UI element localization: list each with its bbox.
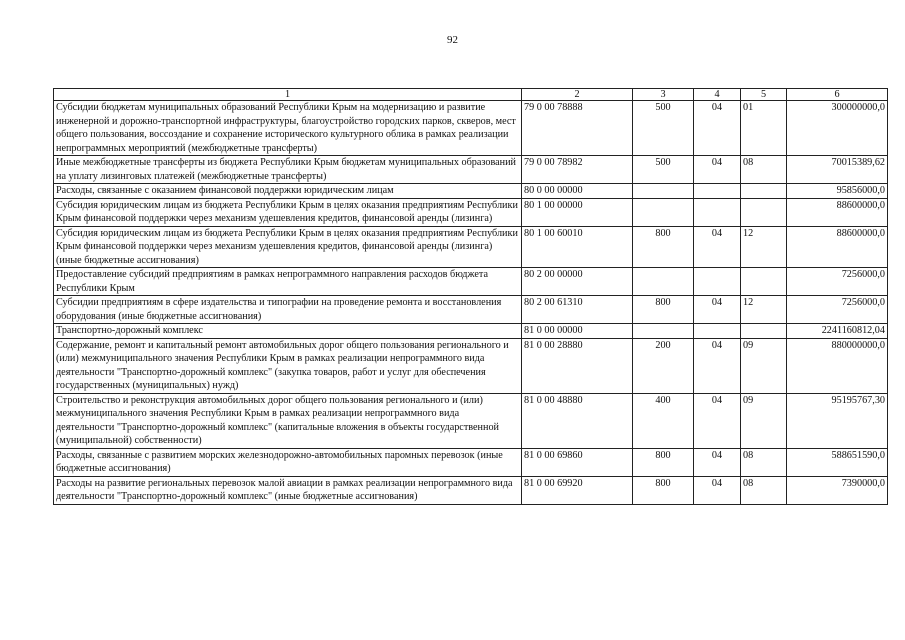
page-number: 92 [447,34,458,46]
table-header-row [54,89,888,101]
row-code-cell: 81 0 00 48880 [522,393,633,448]
row-code-cell: 81 0 00 69860 [522,448,633,476]
row-col3-cell [633,184,694,199]
row-col4-cell: 04 [694,226,741,268]
row-code-cell: 79 0 00 78888 [522,101,633,156]
row-col3-cell [633,268,694,296]
column-header: 6 [787,89,888,101]
row-col5-cell: 09 [741,338,787,393]
row-name-cell: Расходы, связанные с развитием морских железнодорожно-автомобильных паромных перевозок (иные бюджетные ассигнования) [54,448,522,476]
row-name-cell: Расходы, связанные с оказанием финансовой поддержки юридическим лицам [54,184,522,199]
row-amount-cell: 88600000,0 [787,226,888,268]
column-header: 4 [694,89,741,101]
row-name-cell: Строительство и реконструкция автомобильных дорог общего пользования регионального и (или) межмуниципального значения Республики Крым в рамках реализации непрограммного вида деятельности "Транспортно-дорожный комплекс" (капитальные вложения в объекты государственной (муниципальной) собственности) [54,393,522,448]
row-name-cell: Транспортно-дорожный комплекс [54,324,522,339]
row-col3-cell: 800 [633,448,694,476]
row-col4-cell: 04 [694,101,741,156]
row-code-cell: 81 0 00 69920 [522,476,633,504]
row-col4-cell: 04 [694,448,741,476]
column-header: 2 [522,89,633,101]
table-row [54,296,888,324]
row-amount-cell: 7390000,0 [787,476,888,504]
table-row [54,393,888,448]
row-col5-cell: 08 [741,476,787,504]
table-row [54,156,888,184]
row-col5-cell: 01 [741,101,787,156]
row-col3-cell [633,198,694,226]
row-col3-cell: 200 [633,338,694,393]
table-row [54,101,888,156]
table-row [54,324,888,339]
table-row [54,268,888,296]
row-col5-cell [741,268,787,296]
table-row [54,476,888,504]
column-header: 1 [54,89,522,101]
row-col5-cell: 12 [741,226,787,268]
row-name-cell: Расходы на развитие региональных перевозок малой авиации в рамках реализации непрограммного вида деятельности "Транспортно-дорожный комплекс" (иные бюджетные ассигнования) [54,476,522,504]
row-code-cell: 80 0 00 00000 [522,184,633,199]
column-header: 3 [633,89,694,101]
row-col5-cell [741,184,787,199]
row-col4-cell: 04 [694,156,741,184]
row-col3-cell: 800 [633,226,694,268]
table-row [54,184,888,199]
row-code-cell: 80 1 00 60010 [522,226,633,268]
row-code-cell: 81 0 00 00000 [522,324,633,339]
row-amount-cell: 880000000,0 [787,338,888,393]
row-col3-cell: 400 [633,393,694,448]
row-col4-cell: 04 [694,338,741,393]
row-amount-cell: 95856000,0 [787,184,888,199]
row-col4-cell [694,268,741,296]
row-col5-cell: 08 [741,156,787,184]
row-name-cell: Субсидия юридическим лицам из бюджета Республики Крым в целях оказания предприятиям Республики Крым финансовой поддержки через механизм удешевления кредитов, финансовой аренды (лизинга) [54,198,522,226]
row-name-cell: Субсидии предприятиям в сфере издательства и типографии на проведение ремонта и восстановления оборудования (иные бюджетные ассигнования) [54,296,522,324]
row-code-cell: 79 0 00 78982 [522,156,633,184]
row-col4-cell [694,324,741,339]
row-col5-cell [741,198,787,226]
row-name-cell: Субсидии бюджетам муниципальных образований Республики Крым на модернизацию и развитие инженерной и дорожно-транспортной инфраструктуры, благоустройство городских парков, скверов, мест общего пользования, воссоздание и сохранение исторического культурного облика в рамках реализации непрограммных мероприятий (межбюджетные трансферты) [54,101,522,156]
row-code-cell: 80 1 00 00000 [522,198,633,226]
row-amount-cell: 88600000,0 [787,198,888,226]
row-amount-cell: 95195767,30 [787,393,888,448]
row-col5-cell: 08 [741,448,787,476]
row-col3-cell: 800 [633,296,694,324]
row-code-cell: 80 2 00 61310 [522,296,633,324]
row-col5-cell: 12 [741,296,787,324]
row-amount-cell: 7256000,0 [787,268,888,296]
table-row [54,198,888,226]
row-col4-cell: 04 [694,476,741,504]
row-col4-cell: 04 [694,296,741,324]
budget-table-body [54,89,888,505]
row-col5-cell [741,324,787,339]
row-name-cell: Иные межбюджетные трансферты из бюджета Республики Крым бюджетам муниципальных образований на уплату лизинговых платежей (межбюджетные трансферты) [54,156,522,184]
row-amount-cell: 7256000,0 [787,296,888,324]
row-col4-cell [694,184,741,199]
row-col4-cell: 04 [694,393,741,448]
row-col3-cell: 500 [633,101,694,156]
row-amount-cell: 588651590,0 [787,448,888,476]
table-row [54,338,888,393]
column-header: 5 [741,89,787,101]
row-col3-cell: 800 [633,476,694,504]
row-col3-cell: 500 [633,156,694,184]
row-amount-cell: 300000000,0 [787,101,888,156]
row-code-cell: 81 0 00 28880 [522,338,633,393]
row-code-cell: 80 2 00 00000 [522,268,633,296]
table-row [54,226,888,268]
table-row [54,448,888,476]
row-col3-cell [633,324,694,339]
row-amount-cell: 2241160812,04 [787,324,888,339]
row-name-cell: Содержание, ремонт и капитальный ремонт автомобильных дорог общего пользования регионального и (или) межмуниципального значения Республики Крым в рамках реализации непрограммного вида деятельности "Транспортно-дорожный комплекс" (закупка товаров, работ и услуг для обеспечения государственных (муниципальных) нужд) [54,338,522,393]
budget-table [53,88,888,505]
row-amount-cell: 70015389,62 [787,156,888,184]
row-name-cell: Субсидия юридическим лицам из бюджета Республики Крым в целях оказания предприятиям Республики Крым финансовой поддержки через механизм удешевления кредитов, финансовой аренды (лизинга) (иные бюджетные ассигнования) [54,226,522,268]
row-col4-cell [694,198,741,226]
row-name-cell: Предоставление субсидий предприятиям в рамках непрограммного направления расходов бюджета Республики Крым [54,268,522,296]
row-col5-cell: 09 [741,393,787,448]
